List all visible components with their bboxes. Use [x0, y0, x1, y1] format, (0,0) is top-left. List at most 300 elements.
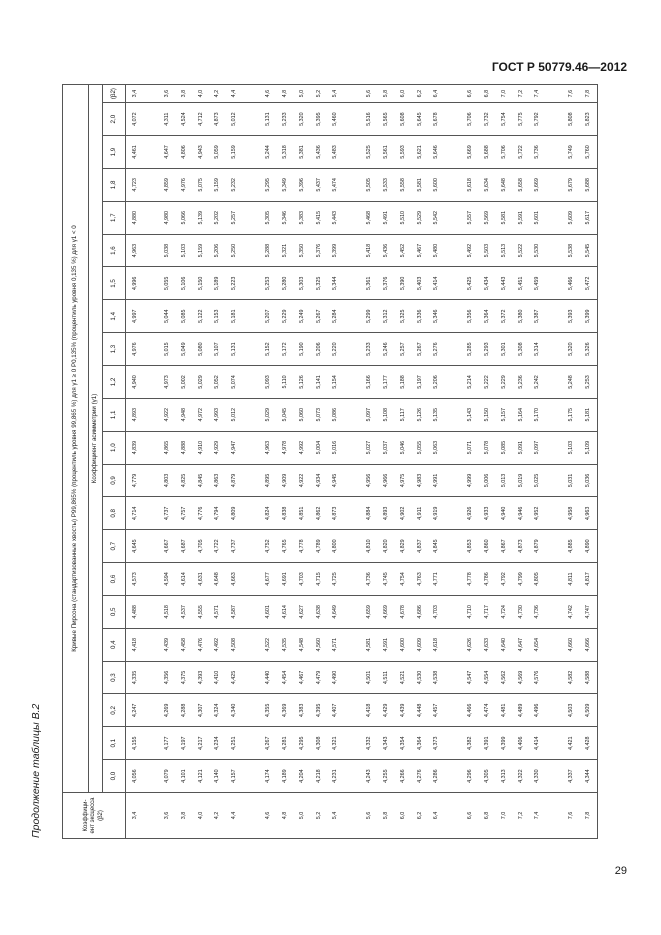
percentile-cell: 4,177	[159, 727, 176, 760]
percentile-cell: 5,126	[294, 366, 311, 399]
kurtosis-value-right: 4,4	[227, 85, 244, 103]
spacer-cell	[547, 168, 564, 201]
spacer-cell	[446, 431, 463, 464]
percentile-cell: 5,276	[429, 333, 446, 366]
percentile-cell: 5,658	[513, 168, 530, 201]
rotated-table-container	[62, 84, 598, 839]
percentile-cell: 5,110	[277, 366, 294, 399]
percentile-cell: 4,530	[412, 661, 429, 694]
percentile-cell: 4,174	[260, 760, 277, 793]
percentile-cell: 5,565	[378, 103, 395, 136]
percentile-cell: 4,399	[496, 727, 513, 760]
percentile-cell: 4,956	[361, 464, 378, 497]
percentile-cell: 5,350	[294, 234, 311, 267]
percentile-cell: 5,414	[429, 267, 446, 300]
percentile-cell: 4,778	[462, 563, 479, 596]
percentile-cell: 5,396	[294, 168, 311, 201]
spacer-cell	[344, 497, 361, 530]
percentile-cell: 4,880	[126, 201, 143, 234]
percentile-cell: 4,571	[210, 595, 227, 628]
percentile-cell: 5,143	[462, 398, 479, 431]
percentile-cell: 5,600	[429, 168, 446, 201]
percentile-cell: 4,476	[193, 628, 210, 661]
kurtosis-value: 5,2	[311, 793, 328, 839]
percentile-cell: 4,948	[176, 398, 193, 431]
percentile-cell: 5,467	[412, 234, 429, 267]
percentile-cell: 5,025	[530, 464, 547, 497]
percentile-cell: 5,285	[462, 333, 479, 366]
percentile-cell: 4,757	[176, 497, 193, 530]
percentile-cell: 5,164	[513, 398, 530, 431]
percentile-cell: 5,085	[496, 431, 513, 464]
percentile-cell: 5,669	[530, 168, 547, 201]
kurtosis-value-right: 4,2	[210, 85, 227, 103]
percentile-cell: 5,380	[513, 300, 530, 333]
percentile-cell: 4,633	[479, 628, 496, 661]
percentile-cell: 4,521	[395, 661, 412, 694]
percentile-cell: 5,074	[227, 366, 244, 399]
table-row	[294, 85, 311, 839]
percentile-cell: 4,992	[294, 431, 311, 464]
percentile-cell: 4,609	[412, 628, 429, 661]
percentile-cell: 5,059	[210, 136, 227, 169]
percentile-cell: 4,457	[429, 694, 446, 727]
percentile-cell: 4,725	[328, 563, 345, 596]
percentile-cell: 4,458	[176, 628, 193, 661]
percentile-cell: 4,305	[479, 760, 496, 793]
percentile-cell: 4,247	[126, 694, 143, 727]
percentile-cell: 4,902	[395, 497, 412, 530]
percentile-cell: 5,581	[496, 201, 513, 234]
percentile-cell: 5,108	[378, 398, 395, 431]
skewness-column-header: 0,9	[103, 464, 126, 497]
percentile-cell: 5,669	[462, 136, 479, 169]
percentile-cell: 4,678	[395, 595, 412, 628]
skewness-column-header: 1,1	[103, 398, 126, 431]
percentile-cell: 5,244	[260, 136, 277, 169]
percentile-cell: 5,601	[530, 201, 547, 234]
percentile-cell: 4,335	[126, 661, 143, 694]
kurtosis-value-right: 7,0	[496, 85, 513, 103]
percentile-cell: 5,202	[210, 201, 227, 234]
percentile-cell: 4,231	[328, 760, 345, 793]
kurtosis-value: 5,8	[378, 793, 395, 839]
spacer-cell	[344, 136, 361, 169]
percentile-cell: 5,437	[311, 168, 328, 201]
spacer-cell	[446, 168, 463, 201]
percentile-cell: 4,666	[580, 628, 597, 661]
percentile-cell: 5,080	[193, 333, 210, 366]
percentile-cell: 5,418	[361, 234, 378, 267]
spacer-cell	[243, 333, 260, 366]
document-code: ГОСТ Р 50779.46—2012	[491, 60, 627, 74]
skewness-column-header: 1,9	[103, 136, 126, 169]
percentile-cell: 4,640	[496, 628, 513, 661]
spacer-cell	[344, 760, 361, 793]
spacer-cell	[243, 103, 260, 136]
percentile-cell: 5,177	[378, 366, 395, 399]
percentile-cell: 5,349	[277, 168, 294, 201]
percentile-cell: 5,159	[193, 234, 210, 267]
spacer-cell	[547, 628, 564, 661]
spacer-cell	[344, 398, 361, 431]
percentile-cell: 4,805	[530, 563, 547, 596]
percentile-cell: 4,723	[126, 168, 143, 201]
percentile-cell: 4,940	[126, 366, 143, 399]
percentile-cell: 4,958	[563, 497, 580, 530]
percentile-cell: 4,934	[311, 464, 328, 497]
kurtosis-value-right: 4,0	[193, 85, 210, 103]
spacer-cell	[344, 661, 361, 694]
spacer-cell	[547, 727, 564, 760]
kurtosis-value-right: 5,6	[361, 85, 378, 103]
spacer-cell	[344, 628, 361, 661]
percentile-cell: 4,581	[361, 628, 378, 661]
table-row	[378, 85, 395, 839]
percentile-cell: 5,472	[580, 267, 597, 300]
kurtosis-value-right: 5,8	[378, 85, 395, 103]
percentile-cell: 4,155	[126, 727, 143, 760]
percentile-cell: 5,257	[227, 201, 244, 234]
skewness-column-header: 0,2	[103, 694, 126, 727]
percentile-cell: 5,141	[311, 366, 328, 399]
percentile-cell: 5,775	[513, 103, 530, 136]
percentile-cell: 5,356	[462, 300, 479, 333]
table-spacer-row	[547, 85, 564, 839]
percentile-cell: 5,706	[496, 136, 513, 169]
percentile-cell: 4,538	[429, 661, 446, 694]
percentile-cell: 5,207	[260, 300, 277, 333]
percentile-cell: 5,223	[227, 267, 244, 300]
percentile-cell: 4,382	[462, 727, 479, 760]
kurtosis-value: 7,4	[530, 793, 547, 839]
percentile-cell: 4,393	[193, 661, 210, 694]
percentile-cell: 4,763	[412, 563, 429, 596]
kurtosis-value: 6,2	[412, 793, 429, 839]
percentile-cell: 4,806	[176, 136, 193, 169]
percentile-cell: 5,159	[227, 136, 244, 169]
percentile-cell: 4,911	[412, 497, 429, 530]
percentile-cell: 4,217	[193, 727, 210, 760]
table-row	[311, 85, 328, 839]
kurtosis-value-right: 4,6	[260, 85, 277, 103]
spacer-cell	[446, 760, 463, 793]
percentile-cell: 4,909	[277, 464, 294, 497]
kurtosis-right-header: (β2)	[103, 85, 126, 103]
percentile-cell: 4,838	[277, 497, 294, 530]
percentile-cell: 5,052	[210, 366, 227, 399]
percentile-cell: 4,340	[227, 694, 244, 727]
percentile-cell: 5,046	[395, 431, 412, 464]
table-row	[361, 85, 378, 839]
percentile-cell: 5,253	[260, 267, 277, 300]
percentile-cell: 5,073	[311, 398, 328, 431]
table-spacer-row	[344, 85, 361, 839]
percentile-cell: 4,548	[294, 628, 311, 661]
spacer-cell	[547, 136, 564, 169]
percentile-cell: 4,667	[159, 530, 176, 563]
percentile-cell: 4,406	[513, 727, 530, 760]
percentile-cell: 5,760	[580, 136, 597, 169]
spacer-cell	[446, 136, 463, 169]
table-caption: Продолжение таблицы В.2	[30, 703, 42, 838]
percentile-cell: 4,677	[260, 563, 277, 596]
percentile-cell: 5,267	[412, 333, 429, 366]
percentile-cell: 5,301	[496, 333, 513, 366]
spacer-cell	[446, 727, 463, 760]
percentile-cell: 4,910	[193, 431, 210, 464]
table-row	[429, 85, 446, 839]
skewness-column-header: 1,2	[103, 366, 126, 399]
percentile-cell: 5,320	[563, 333, 580, 366]
percentile-cell: 4,963	[126, 234, 143, 267]
percentile-cell: 5,545	[580, 234, 597, 267]
spacer-cell	[142, 431, 159, 464]
percentile-cell: 4,810	[361, 530, 378, 563]
percentile-cell: 5,233	[277, 103, 294, 136]
percentile-cell: 4,354	[395, 727, 412, 760]
spacer-cell	[142, 530, 159, 563]
skewness-column-header: 0,6	[103, 563, 126, 596]
percentile-cell: 5,648	[496, 168, 513, 201]
percentile-cell: 5,312	[378, 300, 395, 333]
percentile-cell: 4,647	[513, 628, 530, 661]
percentile-cell: 4,587	[227, 595, 244, 628]
percentile-cell: 5,460	[328, 103, 345, 136]
percentile-cell: 4,999	[462, 464, 479, 497]
kurtosis-value: 7,6	[563, 793, 580, 839]
percentile-cell: 5,749	[563, 136, 580, 169]
percentile-cell: 5,248	[563, 366, 580, 399]
percentile-cell: 4,669	[378, 595, 395, 628]
percentile-cell: 4,425	[227, 661, 244, 694]
percentile-cell: 5,055	[412, 431, 429, 464]
percentile-cell: 4,554	[479, 661, 496, 694]
percentile-cell: 5,591	[513, 201, 530, 234]
percentile-cell: 5,288	[260, 234, 277, 267]
percentile-cell: 5,031	[563, 464, 580, 497]
percentile-cell: 4,410	[210, 661, 227, 694]
percentile-cell: 5,525	[361, 136, 378, 169]
table-row	[412, 85, 429, 839]
spacer-cell	[446, 793, 463, 839]
percentile-cell: 4,922	[294, 464, 311, 497]
percentile-cell: 5,634	[479, 168, 496, 201]
percentile-cell: 5,361	[361, 267, 378, 300]
percentile-cell: 4,439	[395, 694, 412, 727]
spacer-cell	[547, 793, 564, 839]
percentile-cell: 5,688	[479, 136, 496, 169]
percentile-cell: 4,573	[126, 563, 143, 596]
kurtosis-column-header: Коэффици- ент эксцесса (β2)	[63, 793, 126, 839]
percentile-cell: 4,976	[126, 333, 143, 366]
percentile-cell: 5,736	[530, 136, 547, 169]
percentile-cell: 5,645	[412, 103, 429, 136]
percentile-cell: 4,157	[227, 760, 244, 793]
percentile-cell: 5,206	[311, 333, 328, 366]
percentile-cell: 4,686	[412, 595, 429, 628]
percentile-cell: 5,326	[580, 333, 597, 366]
percentile-cell: 4,266	[395, 760, 412, 793]
spacer-cell	[243, 398, 260, 431]
spacer-cell	[547, 201, 564, 234]
spacer-cell	[243, 85, 260, 103]
percentile-cell: 5,510	[395, 201, 412, 234]
percentile-cell: 4,439	[159, 628, 176, 661]
percentile-cell: 5,318	[277, 136, 294, 169]
kurtosis-value-right: 3,4	[126, 85, 143, 103]
spacer-cell	[446, 398, 463, 431]
percentile-cell: 5,451	[513, 267, 530, 300]
percentile-cell: 4,307	[193, 694, 210, 727]
percentile-cell: 5,443	[496, 267, 513, 300]
percentile-cell: 4,703	[294, 563, 311, 596]
spacer-cell	[547, 85, 564, 103]
percentile-cell: 4,072	[126, 103, 143, 136]
percentile-cell: 4,873	[513, 530, 530, 563]
percentile-cell: 4,311	[159, 103, 176, 136]
percentile-cell: 4,218	[311, 760, 328, 793]
spacer-cell	[547, 760, 564, 793]
spacer-cell	[446, 103, 463, 136]
spacer-cell	[243, 234, 260, 267]
percentile-cell: 5,175	[563, 398, 580, 431]
percentile-cell: 5,344	[328, 267, 345, 300]
percentile-cell: 4,837	[412, 530, 429, 563]
percentile-cell: 4,490	[328, 661, 345, 694]
percentile-cell: 5,533	[378, 168, 395, 201]
percentile-cell: 5,002	[176, 366, 193, 399]
percentile-cell: 5,091	[513, 431, 530, 464]
percentile-cell: 4,614	[277, 595, 294, 628]
percentile-cell: 5,150	[193, 267, 210, 300]
percentile-cell: 4,496	[530, 694, 547, 727]
percentile-cell: 5,443	[328, 201, 345, 234]
kurtosis-value-right: 3,8	[176, 85, 193, 103]
percentile-cell: 4,296	[462, 760, 479, 793]
percentile-cell: 5,044	[159, 300, 176, 333]
percentile-cell: 4,737	[159, 497, 176, 530]
percentile-cell: 4,817	[580, 563, 597, 596]
percentile-cell: 4,645	[126, 530, 143, 563]
percentile-cell: 4,395	[311, 694, 328, 727]
spacer-cell	[142, 201, 159, 234]
percentile-cell: 5,381	[294, 136, 311, 169]
spacer-cell	[243, 661, 260, 694]
kurtosis-value: 4,0	[193, 793, 210, 839]
kurtosis-value: 7,0	[496, 793, 513, 839]
percentile-cell: 5,617	[580, 201, 597, 234]
percentile-cell: 4,867	[496, 530, 513, 563]
percentile-cell: 4,481	[496, 694, 513, 727]
percentile-cell: 5,181	[580, 398, 597, 431]
percentile-cell: 5,480	[429, 234, 446, 267]
percentile-cell: 4,730	[513, 595, 530, 628]
percentile-cell: 5,071	[462, 431, 479, 464]
spacer-cell	[547, 267, 564, 300]
percentile-cell: 5,299	[361, 300, 378, 333]
kurtosis-value: 6,8	[479, 793, 496, 839]
percentile-cell: 4,715	[311, 563, 328, 596]
kurtosis-value-right: 3,6	[159, 85, 176, 103]
table-row	[513, 85, 530, 839]
spacer-cell	[344, 727, 361, 760]
percentile-cell: 4,414	[530, 727, 547, 760]
percentile-cell: 4,418	[126, 628, 143, 661]
kurtosis-value: 7,8	[580, 793, 597, 839]
percentile-cell: 5,522	[513, 234, 530, 267]
percentile-cell: 5,808	[563, 103, 580, 136]
percentile-cell: 4,853	[462, 530, 479, 563]
percentile-cell: 5,503	[479, 234, 496, 267]
percentile-cell: 5,157	[496, 398, 513, 431]
percentile-cell: 5,004	[311, 431, 328, 464]
percentile-cell: 5,376	[378, 267, 395, 300]
spacer-cell	[243, 563, 260, 596]
table-row	[126, 85, 143, 839]
spacer-cell	[243, 464, 260, 497]
percentile-cell: 5,452	[395, 234, 412, 267]
percentile-cell: 4,631	[193, 563, 210, 596]
percentile-cell: 5,346	[429, 300, 446, 333]
percentile-cell: 5,085	[176, 300, 193, 333]
kurtosis-value-right: 7,4	[530, 85, 547, 103]
spacer-cell	[547, 333, 564, 366]
skewness-column-header: 1,6	[103, 234, 126, 267]
percentile-cell: 4,691	[277, 563, 294, 596]
spacer-cell	[142, 85, 159, 103]
percentile-cell: 4,547	[462, 661, 479, 694]
kurtosis-value: 4,2	[210, 793, 227, 839]
percentile-cell: 5,106	[176, 267, 193, 300]
percentile-cell: 4,489	[513, 694, 530, 727]
percentile-cell: 5,436	[378, 234, 395, 267]
percentile-cell: 4,383	[294, 694, 311, 727]
kurtosis-value: 5,0	[294, 793, 311, 839]
spacer-cell	[243, 267, 260, 300]
percentile-cell: 4,288	[176, 694, 193, 727]
kurtosis-value: 3,8	[176, 793, 193, 839]
percentile-cell: 5,036	[580, 464, 597, 497]
percentile-cell: 4,638	[311, 595, 328, 628]
percentile-cell: 4,344	[580, 760, 597, 793]
kurtosis-value-right: 7,6	[563, 85, 580, 103]
percentile-cell: 5,013	[496, 464, 513, 497]
percentile-cell: 4,765	[277, 530, 294, 563]
spacer-cell	[243, 300, 260, 333]
percentile-cell: 5,103	[176, 234, 193, 267]
percentile-cell: 5,109	[580, 431, 597, 464]
percentile-cell: 5,189	[210, 267, 227, 300]
percentile-cell: 4,943	[193, 136, 210, 169]
percentile-cell: 4,364	[412, 727, 429, 760]
percentile-cell: 5,706	[462, 103, 479, 136]
percentile-cell: 4,687	[176, 530, 193, 563]
percentile-cell: 5,609	[563, 201, 580, 234]
percentile-cell: 5,364	[479, 300, 496, 333]
percentile-cell: 4,508	[227, 628, 244, 661]
spacer-cell	[243, 760, 260, 793]
percentile-cell: 4,663	[227, 563, 244, 596]
percentile-cell: 5,530	[530, 234, 547, 267]
percentile-cell: 4,418	[361, 694, 378, 727]
spacer-cell	[344, 530, 361, 563]
percentile-cell: 4,448	[412, 694, 429, 727]
spacer-cell	[344, 366, 361, 399]
spacer-cell	[344, 85, 361, 103]
skewness-column-header: 1,4	[103, 300, 126, 333]
spacer-cell	[344, 300, 361, 333]
